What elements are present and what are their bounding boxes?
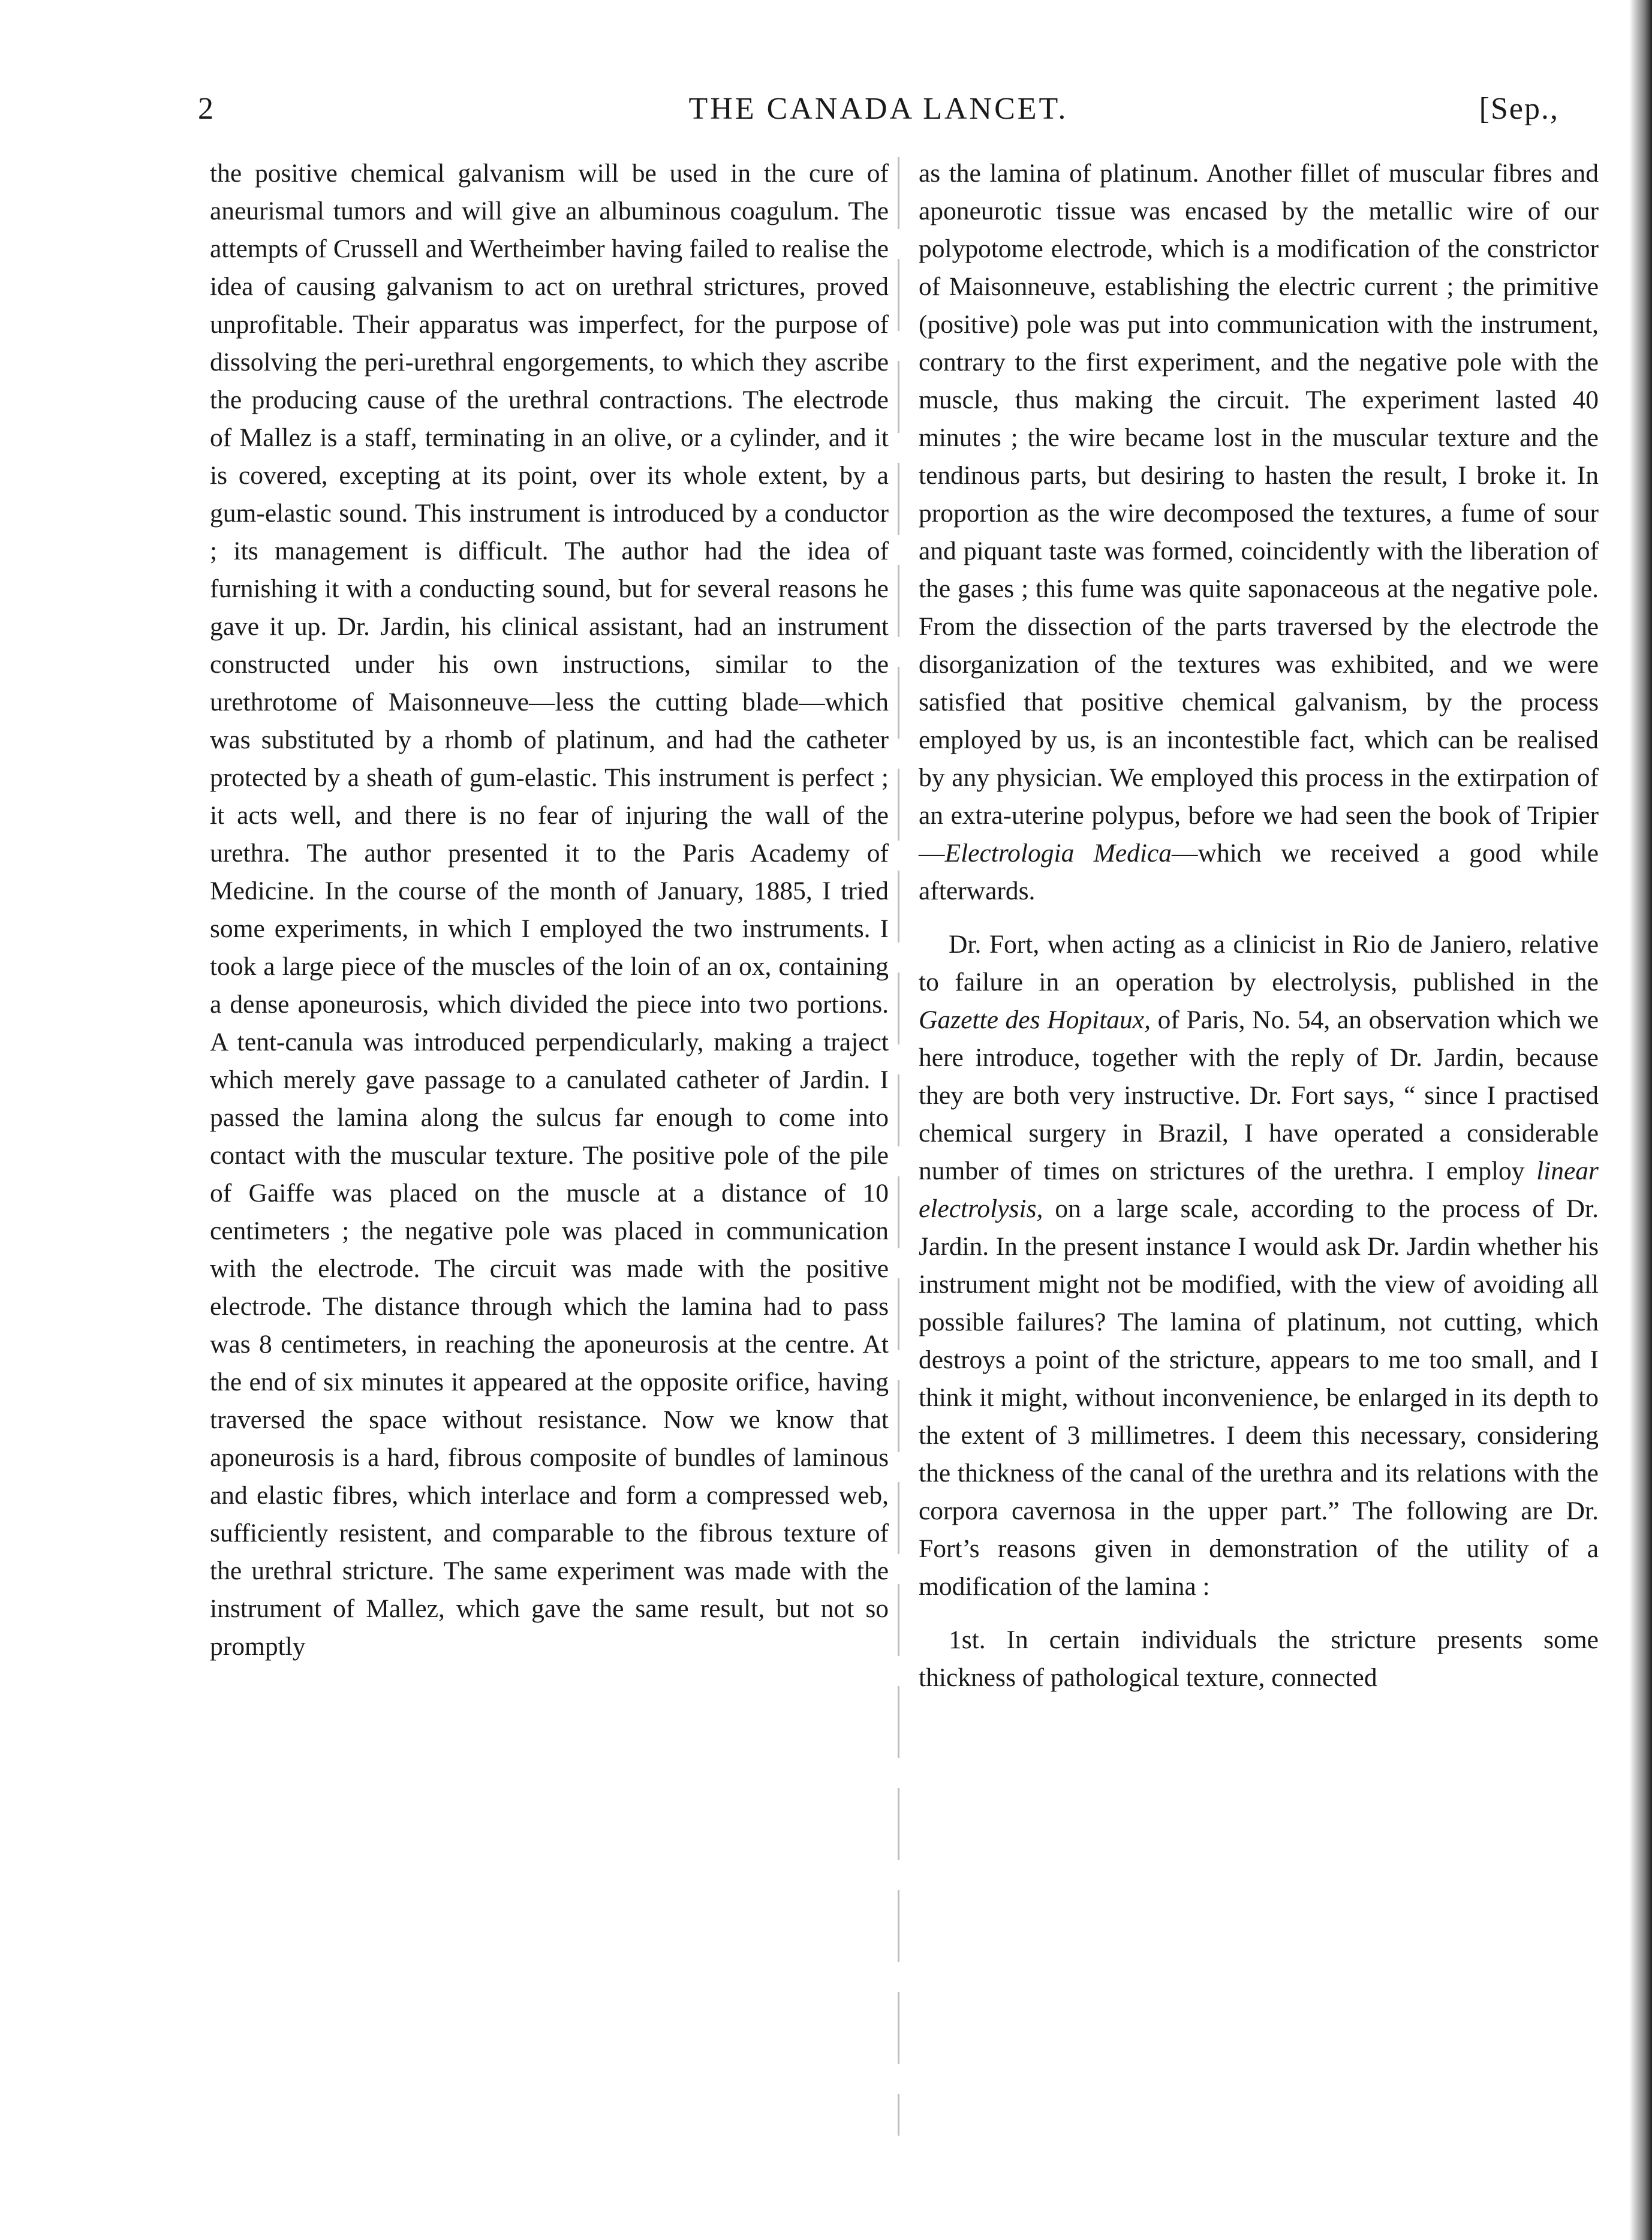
running-header xyxy=(198,83,1559,137)
right-column xyxy=(919,155,1599,1697)
column-divider xyxy=(898,157,899,2136)
right-paragraph-1-text-a: as the lamina of platinum. Another fillet of muscular fibres and aponeurotic tissue was encased by the metallic wire of our polypotome electrode, which is a modification of the constrictor of Maisonneuve, establishing the electric current ; the primitive (positive) pole was put into communication with the instrument, contrary to the first experiment, and the negative pole with the muscle, thus making the circuit. The experiment lasted 40 minutes ; the wire became lost in the muscular texture and the tendinous parts, but desiring to hasten the result, I broke it. In proportion as the wire decomposed the textures, a fume of sour and piquant taste was formed, coincidently with the liberation of the gases ; this fume was quite saponaceous at the negative pole. From the dissection of the parts traversed by the electrode the disorganization of the textures was exhibited, and we were satisfied that positive chemical galvanism, by the process employed by us, is an incontestible fact, which can be realised by any physician. We employed this process in the extirpation of an extra-uterine polypus, before we had seen the book of Tripier— xyxy=(919,159,1599,868)
page-edge-shadow xyxy=(1629,0,1652,2240)
right-paragraph-1 xyxy=(919,155,1599,910)
right-paragraph-2-text-c: on a large scale, according to the process of Dr. Jardin. In the present instance I would ask Dr. Jardin whether his instrument might not be modified, with the view of avoiding all possible failures? The lamina of platinum, not cutting, which destroys a point of the stricture, appears to me too small, and I think it might, without inconvenience, be enlarged in its depth to the extent of 3 millimetres. I deem this necessary, considering the thickness of the canal of the urethra and its relations with the corpora cavernosa in the upper part.” The following are Dr. Fort’s reasons given in demonstration of the utility of a modification of the lamina : xyxy=(919,1194,1599,1601)
technique-term: linear electrolysis, xyxy=(919,1157,1599,1223)
right-paragraph-2 xyxy=(919,926,1599,1606)
journal-title: THE CANADA LANCET. xyxy=(688,92,1069,126)
right-paragraph-3: 1st. In certain individuals the stricture presents some thickness of pathological texture, connected xyxy=(919,1625,1599,1692)
right-paragraph-1-text-b: —which we received a good while afterwards. xyxy=(919,839,1599,905)
left-column xyxy=(210,155,889,1666)
page-number: 2 xyxy=(198,92,215,126)
right-paragraph-2-text-a: Dr. Fort, when acting as a clinicist in Rio de Janiero, relative to failure in an operation by electrolysis, published in the xyxy=(919,930,1599,996)
issue-month: [Sep., xyxy=(1479,92,1559,126)
left-paragraph-1: the positive chemical galvanism will be used in the cure of aneurismal tumors and will give an albuminous coagulum. The attempts of Crussell and Wertheimber having failed to realise the idea of causing galvanism to act on urethral strictures, proved unprofitable. Their apparatus was imperfect, for the purpose of dissolving the peri-urethral engorgements, to which they ascribe the producing cause of the urethral contractions. The electrode of Mallez is a staff, terminating in an olive, or a cylinder, and it is covered, excepting at its point, over its whole extent, by a gum-elastic sound. This instrument is introduced by a conductor ; its management is difficult. The author had the idea of furnishing it with a conducting sound, but for several reasons he gave it up. Dr. Jardin, his clinical assistant, had an instrument constructed under his own instructions, similar to the urethrotome of Maisonneuve—less the cutting blade—which was substituted by a rhomb of platinum, and had the catheter protected by a sheath of gum-elastic. This instrument is perfect ; it acts well, and there is no fear of injuring the wall of the urethra. The author presented it to the Paris Academy of Medicine. In the course of the month of January, 1885, I tried some experiments, in which I employed the two instruments. I took a large piece of the muscles of the loin of an ox, containing a dense aponeurosis, which divided the piece into two portions. A tent-canula was introduced perpendicularly, making a traject which merely gave passage to a canulated catheter of Jardin. I passed the lamina along the sulcus far enough to come into contact with the muscular texture. The positive pole of the pile of Gaiffe was placed on the muscle at a distance of 10 centimeters ; the negative pole was placed in communication with the electrode. The circuit was made with the positive electrode. The distance through which the lamina had to pass was 8 centimeters, in reaching the aponeurosis at the centre. At the end of six minutes it appeared at the opposite orifice, having traversed the space without resistance. Now we know that aponeurosis is a hard, fibrous composite of bundles of laminous and elastic fibres, which interlace and form a compressed web, sufficiently resistent, and comparable to the fibrous texture of the urethral stricture. The same experiment was made with the instrument of Mallez, which gave the same result, but not so promptly xyxy=(210,159,889,1661)
right-paragraph-2-text-b: of Paris, No. 54, an observation which we here introduce, together with the reply of Dr. Jardin, because they are both very instructive. Dr. Fort says, “ since I practised chemical surgery in Brazil, I have operated a considerable number of times on strictures of the urethra. I employ xyxy=(919,1005,1599,1185)
book-title: Electrologia Medica xyxy=(944,839,1172,868)
journal-reference: Gazette des Hopitaux, xyxy=(919,1005,1151,1034)
